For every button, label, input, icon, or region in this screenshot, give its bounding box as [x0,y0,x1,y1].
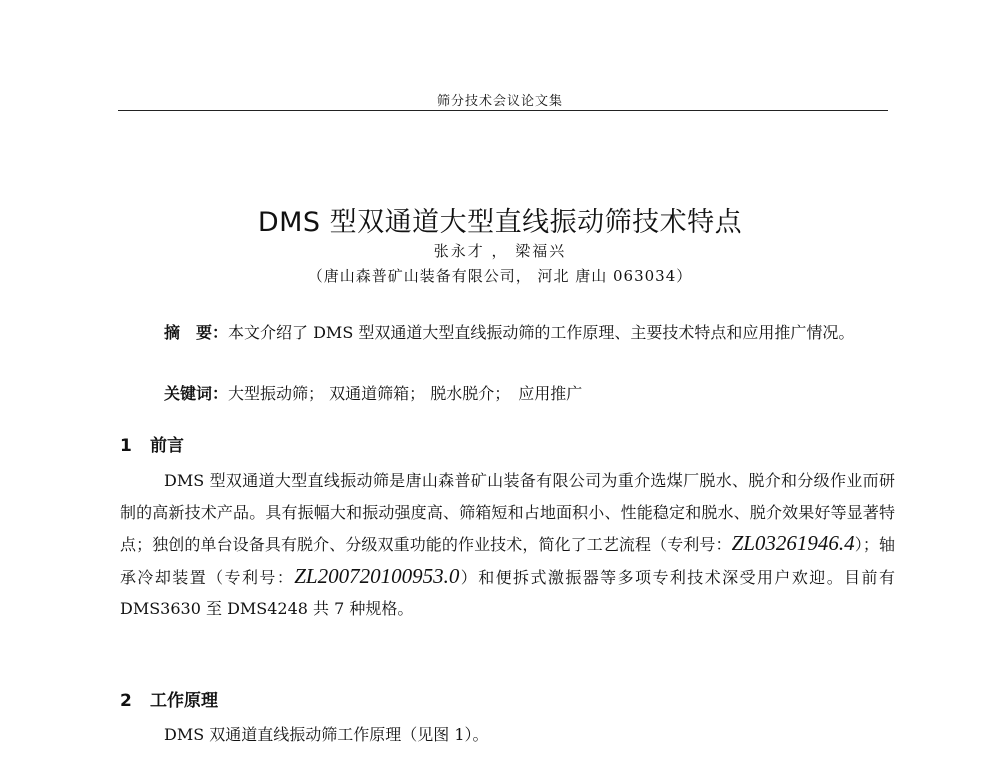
body-text: DMS 型双通道大型直线振动筛是唐山森普矿山装备有限公司为重介选煤厂脱水、脱介和分级作业而研制的高新技术产品。具有振幅大和振动强度高、筛箱短和占地面积小、性能稳定和脱水、脱介效果好等显著特点；独创的单台设备具有脱介、分级双重功能的作业技术，简化了工艺流程（专利号： [120,471,895,554]
keywords-text: 大型振动筛； 双通道筛箱； 脱水脱介； 应用推广 [228,384,583,403]
abstract-label: 摘 要： [164,323,229,342]
section-heading-1 [120,431,184,456]
abstract [120,318,895,347]
section-1-body [120,465,895,625]
keywords [120,379,895,408]
body-text: DMS 双通道直线振动筛工作原理（见图 1）。 [164,725,489,744]
keywords-label: 关键词： [164,384,229,403]
section-heading-2 [120,686,218,711]
header-rule [118,110,888,111]
patent-number: ZL200720100953.0 [294,563,460,588]
patent-number: ZL03261946.4 [731,531,855,555]
paper-affiliation: （唐山森普矿山装备有限公司， 河北 唐山 063034） [307,267,693,285]
section-title: 工作原理 [150,691,218,711]
abstract-text: 本文介绍了 DMS 型双通道大型直线振动筛的工作原理、主要技术特点和应用推广情况。 [228,323,855,342]
section-title: 前言 [150,436,184,456]
body-text: ）和便拆式激振器等多项专利技术深受用户欢迎。目前有 DMS3630 至 DMS4248 共 7 种规格。 [120,567,895,618]
section-number: 2 [120,691,132,711]
paper-authors: 张永才 ， 梁福兴 [433,242,567,260]
running-head: 筛分技术会议论文集 [436,94,563,109]
paper-title: DMS 型双通道大型直线振动筛技术特点 [257,207,743,238]
section-2-body [120,720,895,749]
body-text: ）；轴承冷却装置（专利号： [120,535,895,587]
section-number: 1 [120,436,132,456]
